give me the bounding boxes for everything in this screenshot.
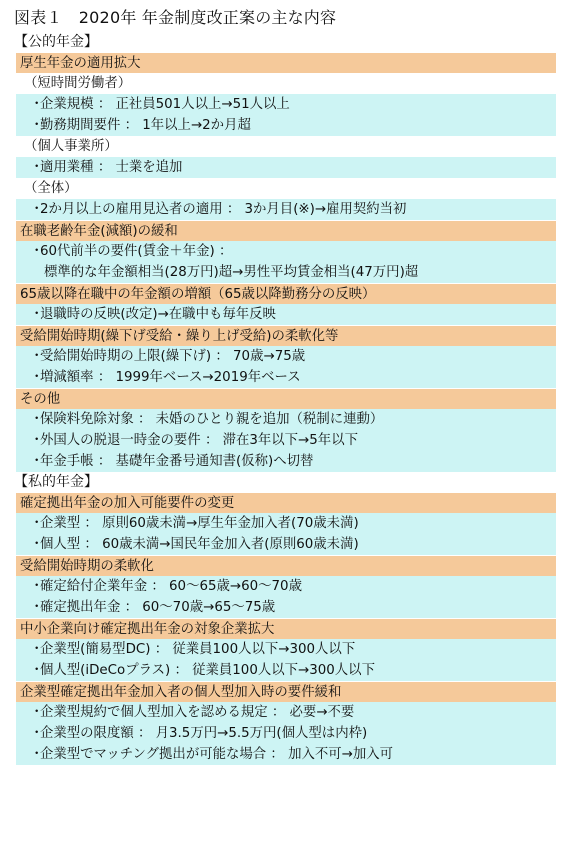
bullet-mark: ・	[30, 412, 44, 427]
bullet-item-text: 企業型でマッチング拠出が可能な場合 ： 加入不可→加入可	[40, 747, 394, 762]
section-label: 【公的年金】	[14, 34, 98, 50]
bullet-item-text: 企業型(簡易型DC) ： 従業員100人以下→300人以下	[40, 642, 356, 657]
pension-reform-table	[14, 32, 576, 765]
bullet-item-text: 増減額率 ： 1999年ベース→2019年ベース	[40, 370, 301, 385]
bullet-mark: ・	[30, 307, 44, 322]
subgroup-label: （短時間労働者）	[16, 73, 556, 94]
bullet-item-text: 60代前半の要件(賃金＋年金) ：	[40, 244, 233, 259]
bullet-item-text: 企業型規約で個人型加入を認める規定 ： 必要→不要	[40, 705, 355, 720]
bullet-mark: ・	[30, 160, 44, 175]
subgroup-label: （個人事業所）	[16, 136, 556, 157]
bullet-mark: ・	[30, 537, 44, 552]
group-heading: 確定拠出年金の加入可能要件の変更	[16, 492, 556, 513]
bullet-item	[16, 94, 556, 115]
bullet-item	[16, 157, 556, 178]
bullet-item	[16, 639, 556, 660]
bullet-mark: ・	[30, 705, 44, 720]
bullet-mark: ・	[30, 454, 44, 469]
bullet-item-text: 企業規模 ： 正社員501人以上→51人以上	[40, 97, 290, 112]
bullet-item	[16, 597, 556, 618]
group-heading: 受給開始時期(繰下げ受給・繰り上げ受給)の柔軟化等	[16, 325, 556, 346]
bullet-item-text: 企業型 ： 原則60歳未満→厚生年金加入者(70歳未満)	[40, 516, 359, 531]
group-heading: 中小企業向け確定拠出年金の対象企業拡大	[16, 618, 556, 639]
bullet-item	[16, 723, 556, 744]
bullet-mark: ・	[30, 349, 44, 364]
bullet-item-text: 個人型(iDeCoプラス) ： 従業員100人以下→300人以下	[40, 663, 375, 678]
bullet-mark: ・	[30, 244, 44, 259]
figure-title: 図表１ 2020年 年金制度改正案の主な内容	[14, 8, 337, 27]
bullet-item-text: 保険料免除対象 ： 未婚のひとり親を追加（税制に連動）	[40, 412, 384, 427]
bullet-mark: ・	[30, 747, 44, 762]
group-heading: 在職老齢年金(減額)の緩和	[16, 220, 556, 241]
bullet-item	[16, 660, 556, 681]
bullet-item	[16, 241, 556, 262]
bullet-item	[16, 430, 556, 451]
subgroup-label: （全体）	[16, 178, 556, 199]
bullet-mark: ・	[30, 726, 44, 741]
group-heading: 厚生年金の適用拡大	[16, 52, 556, 73]
bullet-item-text: 年金手帳 ： 基礎年金番号通知書(仮称)へ切替	[40, 454, 314, 469]
bullet-item	[16, 513, 556, 534]
group-heading: 65歳以降在職中の年金額の増額（65歳以降勤務分の反映）	[16, 283, 556, 304]
bullet-mark: ・	[30, 118, 44, 133]
section-table	[16, 492, 556, 765]
bullet-item	[16, 744, 556, 765]
bullet-item	[16, 534, 556, 555]
group-heading: その他	[16, 388, 556, 409]
bullet-mark: ・	[30, 579, 44, 594]
bullet-item-text: 受給開始時期の上限(繰下げ) ： 70歳→75歳	[40, 349, 306, 364]
bullet-item	[16, 576, 556, 597]
bullet-item-text: 適用業種 ： 士業を追加	[40, 160, 183, 175]
bullet-item-continuation: 標準的な年金額相当(28万円)超→男性平均賃金相当(47万円)超	[16, 262, 556, 283]
bullet-mark: ・	[30, 97, 44, 112]
bullet-item-text: 確定拠出年金 ： 60～70歳→65～75歳	[40, 600, 276, 615]
group-heading: 受給開始時期の柔軟化	[16, 555, 556, 576]
bullet-mark: ・	[30, 663, 44, 678]
bullet-item-text: 2か月以上の雇用見込者の適用 ： 3か月目(※)→雇用契約当初	[40, 202, 407, 217]
bullet-item	[16, 115, 556, 136]
bullet-item	[16, 409, 556, 430]
bullet-item	[16, 451, 556, 472]
bullet-mark: ・	[30, 370, 44, 385]
bullet-item	[16, 199, 556, 220]
bullet-item	[16, 702, 556, 723]
bullet-item-text: 確定給付企業年金 ： 60～65歳→60～70歳	[40, 579, 302, 594]
bullet-mark: ・	[30, 600, 44, 615]
bullet-item	[16, 304, 556, 325]
bullet-mark: ・	[30, 516, 44, 531]
bullet-mark: ・	[30, 642, 44, 657]
bullet-item-text: 勤務期間要件 ： 1年以上→2か月超	[40, 118, 251, 133]
bullet-item	[16, 346, 556, 367]
bullet-mark: ・	[30, 202, 44, 217]
section-label: 【私的年金】	[14, 474, 98, 490]
bullet-item-text: 退職時の反映(改定)→在職中も毎年反映	[40, 307, 276, 322]
bullet-item-text: 個人型 ： 60歳未満→国民年金加入者(原則60歳未満)	[40, 537, 359, 552]
bullet-mark: ・	[30, 433, 44, 448]
bullet-item	[16, 367, 556, 388]
bullet-item-text: 企業型の限度額 ： 月3.5万円→5.5万円(個人型は内枠)	[40, 726, 368, 741]
bullet-item-text: 外国人の脱退一時金の要件 ： 滞在3年以下→5年以下	[40, 433, 358, 448]
section-table	[16, 52, 556, 472]
group-heading: 企業型確定拠出年金加入者の個人型加入時の要件緩和	[16, 681, 556, 702]
